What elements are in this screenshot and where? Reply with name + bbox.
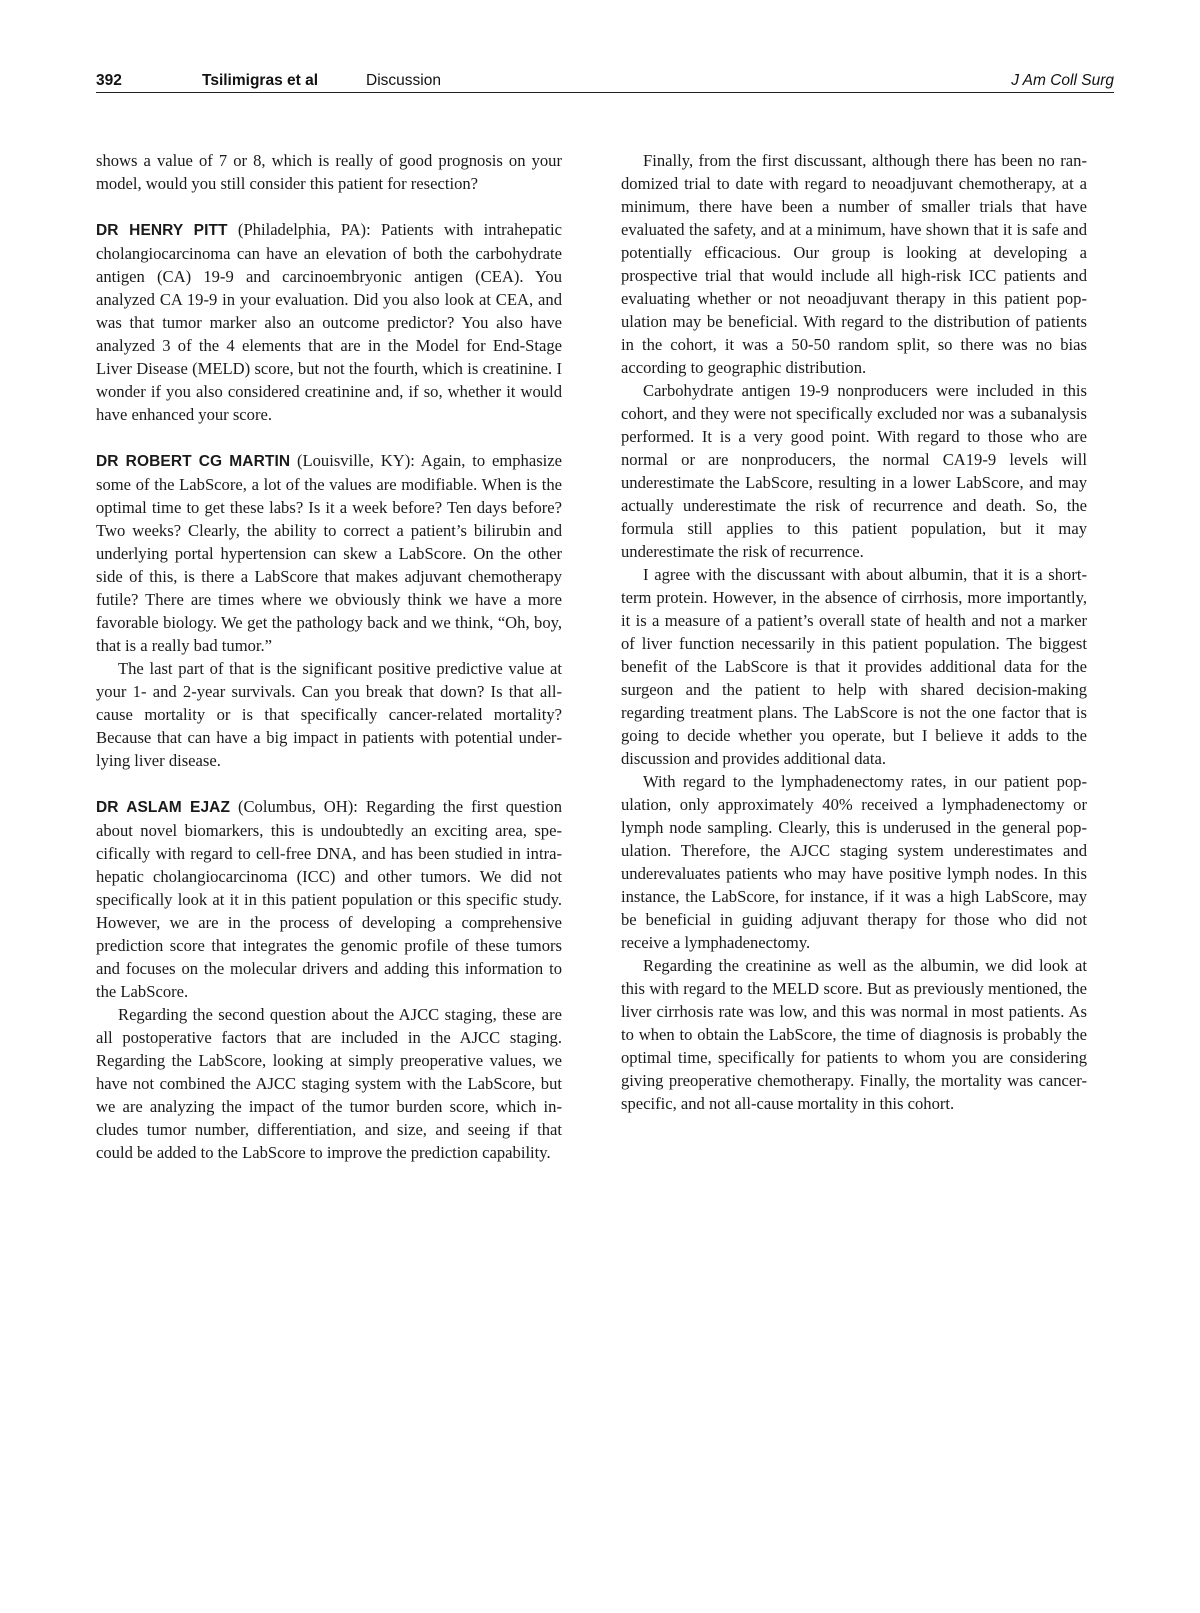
response-paragraph-4: With regard to the lymphadenectomy rates, in our patient population, only approximately 40% received a lymphadenectomy or lymph node sampling. Clearly, this is underused in the general population. Therefore, the AJCC staging system underestimates and underevaluates patients who may have positive lymph nodes. In this instance, the LabScore, for instance, if it was a high LabScore, may be beneficial in guiding adjuvant therapy for those who did not receive a lymphadenectomy. — [621, 772, 1087, 952]
right-column — [621, 149, 1087, 1115]
response-paragraph-1: Finally, from the first discussant, although there has been no randomized trial to date with regard to neoadjuvant chemotherapy, at a minimum, there have been a number of smaller trials that have evaluated the safety, and at a minimum, have shown that it is safe and potentially efficacious. Our group is looking at developing a prospective trial that would include all high-risk ICC patients and evaluating whether or not neoadjuvant therapy in this patient population may be beneficial. With regard to the distribution of patients in the cohort, it was a 50-50 random split, so there was no bias according to geographic distribution. — [621, 151, 1087, 377]
ejaz-response: (Columbus, OH): Regarding the first question about novel biomarkers, this is undoubtedly an exciting area, specifically with regard to cell-free DNA, and has been studied in intrahepatic cholangiocarcinoma (ICC) and other tumors. We did not specifically look at it in this patient population or this specific study. However, we are in the process of developing a comprehensive prediction score that integrates the genomic profile of these tumors and focuses on the molecular drivers and adding this information to the LabScore. — [96, 797, 562, 1001]
martin-paragraph — [96, 449, 562, 657]
response-paragraph-5: Regarding the creatinine as well as the albumin, we did look at this with regard to the MELD score. But as previously mentioned, the liver cirrhosis rate was low, and this was normal in most patients. As to when to obtain the LabScore, the time of diagnosis is probably the optimal time, specifically for patients to whom you are considering giving preoperative chemotherapy. Finally, the mortality was cancer-specific, and not all-cause mortality in this cohort. — [621, 956, 1087, 1113]
pitt-comment: (Philadelphia, PA): Patients with intrahepatic cholangiocarcinoma can have an elevation of both the carbohydrate antigen (CA) 19-9 and carcinoembryonic antigen (CEA). You analyzed CA 19-9 in your evaluation. Did you also look at CEA, and was that tumor marker also an outcome predictor? You also have analyzed 3 of the 4 elements that are in the Model for End-Stage Liver Disease (MELD) score, but not the fourth, which is creatinine. I wonder if you also considered creatinine and, if so, whether it would have enhanced your score. — [96, 220, 562, 424]
running-section: Discussion — [366, 72, 441, 89]
martin-paragraph-2: The last part of that is the significant positive predictive value at your 1- and 2-year survivals. Can you break that down? Is that all-cause mortality or is that specifically cancer-related mortality? Because that can have a big impact in patients with potential underlying liver disease. — [96, 659, 562, 770]
continued-question-paragraph: shows a value of 7 or 8, which is really of good prognosis on your model, would you still consider this patient for resection? — [96, 151, 562, 193]
journal-name: J Am Coll Surg — [1011, 72, 1114, 89]
response-paragraph-3: I agree with the discussant with about albumin, that it is a short-term protein. However, in the absence of cirrhosis, more importantly, it is a measure of a patient’s overall state of health and not a marker of liver function necessarily in this patient population. The biggest benefit of the LabScore is that it provides additional data for the surgeon and the patient to help with shared decision-making regarding treatment plans. The LabScore is not the one factor that is going to decide whether you operate, but I believe it adds to the discussion and provides additional data. — [621, 565, 1087, 768]
running-header — [96, 68, 1114, 92]
left-column — [96, 149, 562, 1164]
pitt-paragraph — [96, 218, 562, 426]
ejaz-paragraph-2: Regarding the second question about the AJCC staging, these are all postoperative factors that are included in the AJCC staging. Regarding the LabScore, looking at simply preoperative values, we have not combined the AJCC staging system with the LabScore, but we are analyzing the impact of the tumor burden score, which includes tumor number, differentiation, and size, and seeing if that could be added to the LabScore to improve the prediction capability. — [96, 1005, 562, 1162]
martin-comment: (Louisville, KY): Again, to emphasize some of the LabScore, a lot of the values are modifiable. When is the optimal time to get these labs? Is it a week before? Ten days before? Two weeks? Clearly, the ability to correct a patient’s bilirubin and underlying portal hypertension can skew a LabScore. On the other side of this, is there a LabScore that makes adjuvant chemotherapy futile? There are times where we obviously think we have a more favorable biology. We get the pathology back and we think, “Oh, boy, that is a really bad tumor.” — [96, 451, 562, 655]
speaker-name-ejaz: DR ASLAM EJAZ — [96, 799, 231, 816]
header-divider — [96, 92, 1114, 93]
running-authors: Tsilimigras et al — [202, 72, 319, 89]
page-number: 392 — [96, 72, 122, 89]
response-paragraph-2: Carbohydrate antigen 19-9 nonproducers were included in this cohort, and they were not specifically excluded nor was a subanalysis performed. It is a very good point. With regard to those who are normal or are nonproducers, the normal CA19-9 levels will underestimate the LabScore, resulting in a lower LabScore, and may actually underestimate the risk of recurrence and death. So, the formula still applies to this patient population, but it may underestimate the risk of recurrence. — [621, 381, 1087, 561]
speaker-name-martin: DR ROBERT CG MARTIN — [96, 453, 291, 470]
speaker-name-pitt: DR HENRY PITT — [96, 222, 228, 239]
ejaz-paragraph — [96, 795, 562, 1003]
